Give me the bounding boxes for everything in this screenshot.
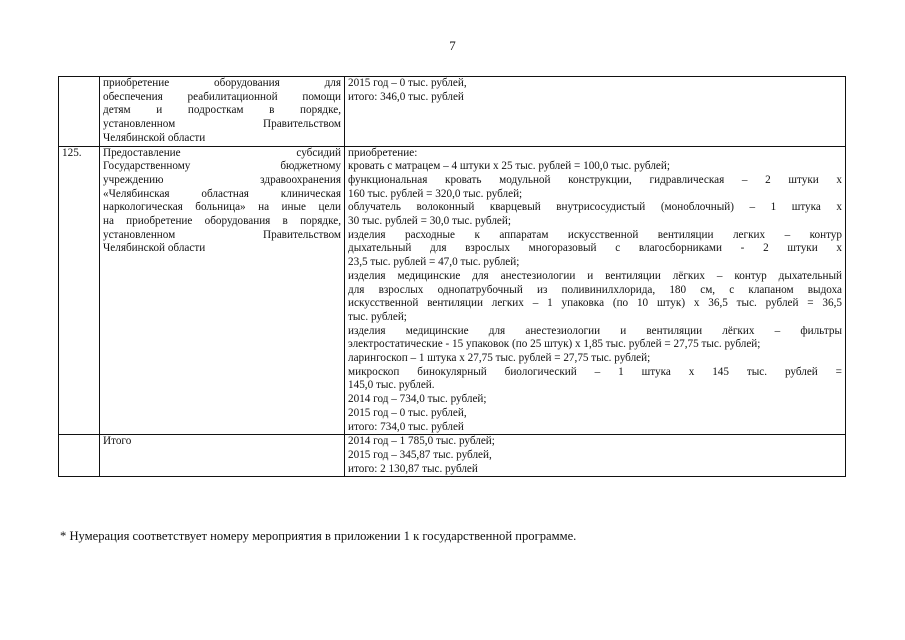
- measure-name-line: наркологическая больница» на иные цели: [103, 201, 341, 214]
- funding-line: ларингоскоп – 1 штука х 27,75 тыс. рублей = 27,75 тыс. рублей;: [348, 352, 651, 365]
- funding-line: 2015 год – 345,87 тыс. рублей,: [348, 448, 492, 461]
- funding-line: облучатель волоконный кварцевый внутрисосудистый (моноблочный) – 1 штука х: [348, 201, 842, 214]
- funding-line: для взрослых однопатрубочный из поливинилхлорида, 180 см, с клапаном выдоха: [348, 283, 842, 296]
- funding-line: изделия расходные к аппаратам искусственной вентиляции легких – контур: [348, 228, 842, 241]
- total-label-cell: [100, 435, 345, 477]
- funding-line: 2014 год – 1 785,0 тыс. рублей;: [348, 435, 495, 448]
- funding-line: 23,5 тыс. рублей = 47,0 тыс. рублей;: [348, 256, 520, 269]
- measure-name-line: обеспечения реабилитационной помощи: [103, 90, 341, 103]
- funding-line: дыхательный для взрослых многоразовый с влагосборниками - 2 штуки х: [348, 242, 842, 255]
- table-row-total: [59, 435, 846, 477]
- measure-name-line: установленном Правительством: [103, 228, 341, 241]
- funding-line: кровать с матрацем – 4 штуки х 25 тыс. рублей = 100,0 тыс. рублей;: [348, 160, 670, 173]
- measure-name-line: установленном Правительством: [103, 118, 341, 131]
- measure-name-cell: [100, 146, 345, 435]
- table-row: [59, 77, 846, 147]
- row-number-cell: [59, 435, 100, 477]
- funding-line: микроскоп бинокулярный биологический – 1 штука х 145 тыс. рублей =: [348, 365, 842, 378]
- funding-line: искусственной вентиляции легких – 1 упаковка (по 10 штук) х 36,5 тыс. рублей = 36,5: [348, 297, 842, 310]
- funding-line: изделия медицинские для анестезиологии и вентиляции лёгких – фильтры: [348, 324, 842, 337]
- funding-line: функциональная кровать модульной конструкции, гидравлическая – 2 штуки х: [348, 173, 842, 186]
- funding-cell: [345, 77, 846, 147]
- footnote: * Нумерация соответствует номеру мероприятия в приложении 1 к государственной программе.: [60, 529, 577, 543]
- funding-line: приобретение:: [348, 146, 418, 159]
- funding-line: электростатические - 15 упаковок (по 25 штук) х 1,85 тыс. рублей = 27,75 тыс. рублей;: [348, 338, 761, 351]
- funding-line: изделия медицинские для анестезиологии и вентиляции лёгких – контур дыхательный: [348, 269, 842, 282]
- row-number-cell: [59, 77, 100, 147]
- funding-line: итого: 2 130,87 тыс. рублей: [348, 462, 478, 475]
- funding-line: 2015 год – 0 тыс. рублей,: [348, 406, 467, 419]
- measure-name-cell: [100, 77, 345, 147]
- measure-name-line: детям и подросткам в порядке,: [103, 104, 341, 117]
- funding-line: 160 тыс. рублей = 320,0 тыс. рублей;: [348, 187, 523, 200]
- total-label: Итого: [103, 435, 132, 448]
- table-row: [59, 146, 846, 435]
- measure-name-line: на приобретение оборудования в порядке,: [103, 215, 341, 228]
- funding-line: 30 тыс. рублей = 30,0 тыс. рублей;: [348, 215, 511, 228]
- funding-line: 2015 год – 0 тыс. рублей,: [348, 77, 467, 89]
- funding-line: тыс. рублей;: [348, 310, 407, 323]
- measure-name-line: учреждению здравоохранения: [103, 173, 341, 186]
- measure-name-line: Государственному бюджетному: [103, 160, 341, 173]
- measure-name-line: «Челябинская областная клиническая: [103, 187, 341, 200]
- measure-name-line: Предоставление субсидий: [103, 146, 341, 159]
- funding-line: 2014 год – 734,0 тыс. рублей;: [348, 393, 487, 406]
- measure-name-line: Челябинской области: [103, 131, 206, 144]
- funding-line: итого: 734,0 тыс. рублей: [348, 420, 464, 433]
- total-funding-cell: [345, 435, 846, 477]
- funding-cell: [345, 146, 846, 435]
- funding-line: 145,0 тыс. рублей.: [348, 379, 435, 392]
- measures-table: [58, 76, 846, 477]
- page-number: 7: [449, 38, 456, 53]
- row-number-cell: 125.: [59, 146, 100, 435]
- funding-line: итого: 346,0 тыс. рублей: [348, 90, 464, 103]
- measure-name-line: приобретение оборудования для: [103, 77, 341, 89]
- measure-name-line: Челябинской области: [103, 242, 206, 255]
